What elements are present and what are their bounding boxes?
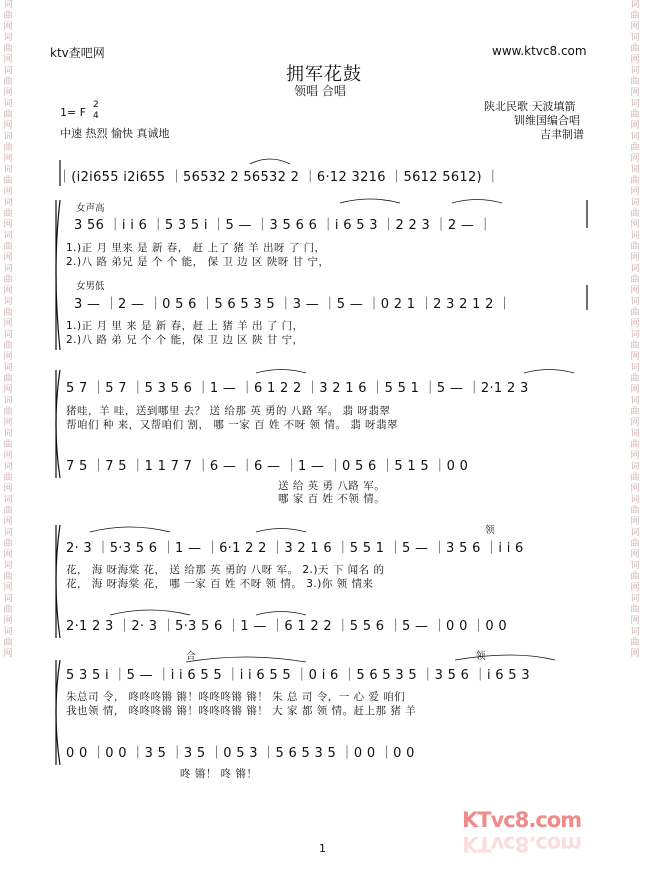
system4-lyric-1: 朱总司 令， 咚咚咚锵 锵！咚咚咚锵 锵！ 朱 总 司 令，一 心 爱 咱们: [66, 691, 406, 703]
system2-lyric-2: 帮咱们 种 来，又帮咱们 割， 哪 一家 百 姓 不呀 领 情。 翡 呀翡翠: [66, 419, 399, 431]
system1-lower-notes: 3 — ｜2 — ｜0 5 6 ｜5 6 5 3 5 ｜3 — ｜5 — ｜0 2 1 ｜2 3 2 1 2 ｜: [74, 297, 512, 312]
key-signature: 1= F: [60, 106, 87, 119]
page-number: 1: [319, 842, 326, 855]
label-chorus: 合: [186, 651, 196, 662]
system2-upper-notes: 5 7 ｜5 7 ｜5 3 5 6 ｜1 — ｜6 1 2 2 ｜3 2 1 6 ｜5 5 1 ｜5 — ｜2·1 2 3: [66, 381, 529, 396]
brand-logo-watermark: KTvc8.com: [462, 808, 582, 832]
credit-line-3: 吉聿制谱: [540, 128, 584, 141]
system4-lyric-2: 我也领 情， 咚咚咚锵 锵！咚咚咚锵 锵！ 大 家 都 领 情。赶上那 猪 羊: [66, 705, 417, 717]
system3-upper-notes: 2· 3 ｜5·3 5 6 ｜1 — ｜6·1 2 2 ｜3 2 1 6 ｜5 5 1 ｜5 — ｜3 5 6 ｜i i 6: [66, 541, 524, 556]
system4-upper-notes: 5 3 5 i ｜5 — ｜i i 6 5 5 ｜i i 6 5 5 ｜0 i 6 ｜5 6 5 3 5 ｜3 5 6 ｜i 6 5 3: [66, 668, 530, 683]
label-lead-2: 领: [476, 651, 486, 662]
system2-lower-notes: 7 5 ｜7 5 ｜1 1 7 7 ｜6 — ｜6 — ｜1 — ｜0 5 6 ｜5 1 5 ｜0 0: [66, 459, 469, 474]
system2-lyric-1: 猪哇，羊 哇，送到哪里 去？ 送 给那 英 勇的 八路 军。 翡 呀翡翠: [66, 405, 391, 417]
label-male-low: 女男低: [76, 281, 105, 292]
time-signature-bottom: 4: [93, 111, 99, 121]
side-watermark-left: 词曲网词曲网词曲网词曲网词曲网词曲网词曲网词曲网词曲网词曲网词曲网词曲网词曲网词曲网词曲网词曲网词曲网词曲网词曲网词曲网: [3, 0, 13, 659]
credit-line-2: 钏维国编合唱: [514, 114, 580, 127]
credit-line-1: 陕北民歌 天波填箭: [484, 100, 576, 113]
system3-lyric-2: 花， 海 呀海棠 花， 哪 一家 百 姓 不呀 领 情。 3.)你 领 情来: [66, 578, 374, 590]
system4-lyric-3: 咚 锵！ 咚 锵！: [180, 768, 258, 780]
song-title: 拥军花鼓: [286, 64, 362, 85]
song-subtitle: 领唱 合唱: [294, 84, 346, 98]
site-url-right: www.ktvc8.com: [492, 44, 587, 58]
system3-lower-notes: 2·1 2 3 ｜2· 3 ｜5·3 5 6 ｜1 — ｜6 1 2 2 ｜5 5 6 ｜5 — ｜0 0 ｜0 0: [66, 619, 507, 634]
time-signature-top: 2: [93, 100, 99, 110]
label-lead-1: 领: [485, 525, 495, 536]
intro-notation: ｜(i2i655 i2i655 ｜56532 2 56532 2 ｜6·12 3216 ｜5612 5612) ｜: [58, 170, 500, 185]
site-name-left: ktv查吧网: [50, 46, 105, 60]
system1-lyric-2: 2.)八 路 弟兄 是 个 个 能， 保 卫 边 区 陕呀 甘 宁，: [66, 256, 330, 268]
system1-lyric-1: 1.)正 月 里来 是 新 春， 赶 上了 猪 羊 出呀 了 门，: [66, 242, 326, 254]
system1-lyric-4: 2.)八 路 弟 兄 个 个 能，保 卫 边 区 陕 甘 宁，: [66, 334, 304, 346]
brand-logo-reflection: KTvc8.com: [462, 832, 582, 856]
system3-lyric-1: 花， 海 呀海棠 花， 送 给那 英 勇的 八呀 军。 2.)天 下 闻名 的: [66, 564, 385, 576]
system2-lyric-4: 哪 家 百 姓 不领 情。: [278, 493, 386, 505]
system4-lower-notes: 0 0 ｜0 0 ｜3 5 ｜3 5 ｜0 5 3 ｜5 6 5 3 5 ｜0 0 ｜0 0: [66, 746, 415, 761]
tempo-marking: 中速 热烈 愉快 真诚地: [60, 127, 170, 140]
side-watermark-right: 词曲网词曲网词曲网词曲网词曲网词曲网词曲网词曲网词曲网词曲网词曲网词曲网词曲网词曲网词曲网词曲网词曲网词曲网词曲网词曲网: [630, 0, 640, 659]
label-female-high: 女声高: [76, 203, 105, 214]
system1-lyric-3: 1.)正 月 里 来 是 新 春，赶 上 猪 羊 出 了 门，: [66, 320, 304, 332]
system1-upper-notes: 3 56 ｜i i 6 ｜5 3 5 i ｜5 — ｜3 5 6 6 ｜i 6 5 3 ｜2 2 3 ｜2 — ｜: [74, 218, 492, 233]
system2-lyric-3: 送 给 英 勇 八路 军。: [278, 480, 386, 492]
